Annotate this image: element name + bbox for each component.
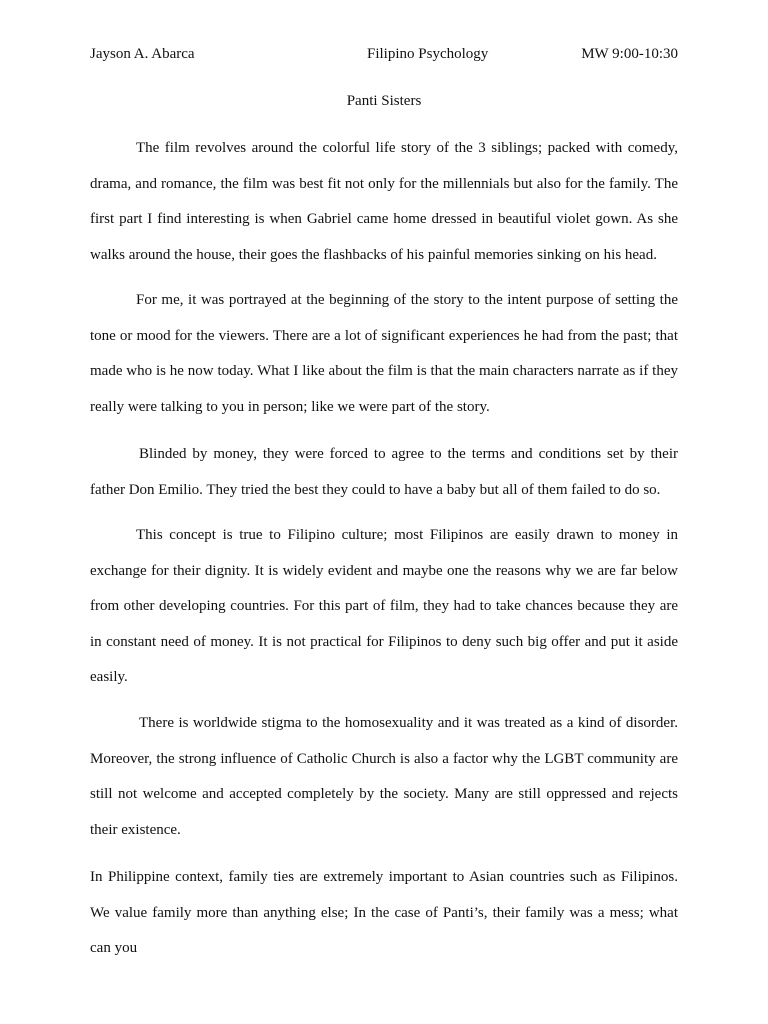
course-name: Filipino Psychology: [367, 46, 489, 62]
page-header: [90, 44, 678, 64]
paragraph-5: There is worldwide stigma to the homosexuality and it was treated as a kind of disorder. Moreover, the strong influence of Catholic Church is also a factor why the LGBT community are still not welcome and accepted completely by the society. Many are still oppressed and rejects their existence.: [90, 715, 678, 838]
document-title: Panti Sisters: [346, 93, 422, 109]
paragraph-1: The film revolves around the colorful life story of the 3 siblings; packed with comedy, drama, and romance, the film was best fit not only for the millennials but also for the family. The first part I find interesting is when Gabriel came home dressed in beautiful violet gown. As she walks around the house, their goes the flashbacks of his painful memories sinking on his head.: [90, 140, 678, 263]
paragraph-2: For me, it was portrayed at the beginning of the story to the intent purpose of setting the tone or mood for the viewers. There are a lot of significant experiences he had from the past; that made who is he now today. What I like about the film is that the main characters narrate as if they really were talking to you in person; like we were part of the story.: [90, 292, 678, 415]
class-schedule: MW 9:00-10:30: [581, 46, 678, 62]
paragraph-4: This concept is true to Filipino culture; most Filipinos are easily drawn to money in exchange for their dignity. It is widely evident and maybe one the reasons why we are far below from other developing countries. For this part of film, they had to take chances because they are in constant need of money. It is not practical for Filipinos to deny such big offer and put it aside easily.: [90, 527, 678, 685]
paragraph-3: Blinded by money, they were forced to agree to the terms and conditions set by their father Don Emilio. They tried the best they could to have a baby but all of them failed to do so.: [90, 446, 678, 498]
paragraph-6: In Philippine context, family ties are extremely important to Asian countries such as Filipinos. We value family more than anything else; In the case of Panti’s, their family was a mess; what can you: [90, 869, 678, 956]
author-name: Jayson A. Abarca: [90, 46, 195, 62]
